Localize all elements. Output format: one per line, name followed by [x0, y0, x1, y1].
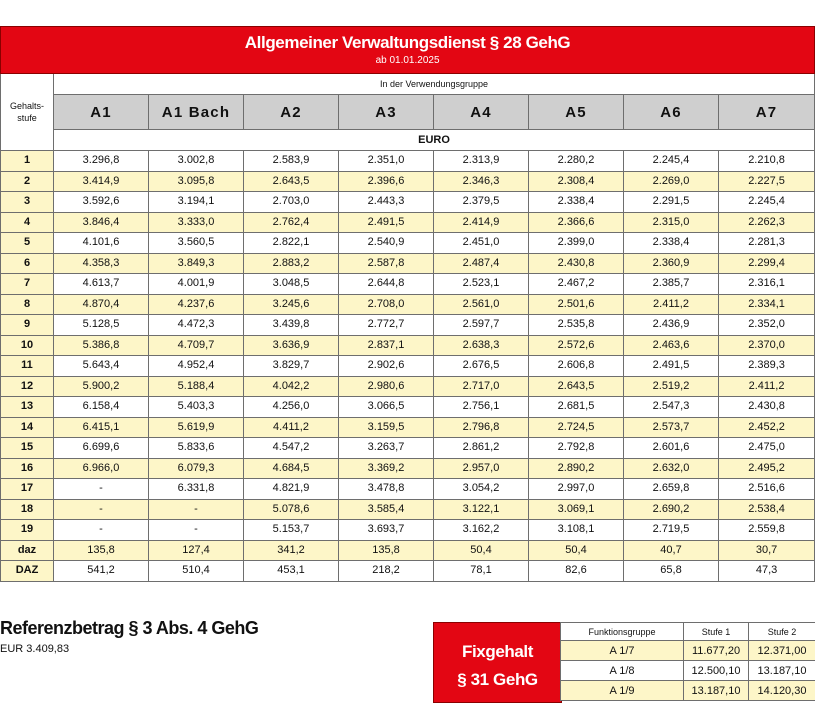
- salary-cell: 2.430,8: [529, 253, 624, 274]
- salary-cell: 2.443,3: [339, 192, 434, 213]
- salary-cell: 2.606,8: [529, 356, 624, 377]
- salary-cell: 2.338,4: [529, 192, 624, 213]
- salary-cell: 2.414,9: [434, 212, 529, 233]
- table-row: [1, 315, 815, 336]
- salary-cell: 2.495,2: [719, 458, 815, 479]
- table-row: [1, 274, 815, 295]
- salary-cell: 65,8: [624, 561, 719, 582]
- salary-cell: 2.269,0: [624, 171, 719, 192]
- column-header-row: [1, 95, 815, 130]
- salary-cell: 2.583,9: [244, 151, 339, 172]
- salary-cell: 2.883,2: [244, 253, 339, 274]
- salary-cell: 2.370,0: [719, 335, 815, 356]
- stufe-cell: 2: [1, 171, 54, 192]
- salary-cell: 3.263,7: [339, 438, 434, 459]
- fixgehalt-label-line2: § 31 GehG: [457, 670, 538, 689]
- table-row: [1, 417, 815, 438]
- fixgehalt-table: [560, 622, 815, 701]
- salary-cell: 4.256,0: [244, 397, 339, 418]
- stufe-cell: 10: [1, 335, 54, 356]
- salary-cell: 3.592,6: [54, 192, 149, 213]
- table-row: [1, 212, 815, 233]
- column-header: A3: [339, 95, 434, 130]
- salary-cell: 2.463,6: [624, 335, 719, 356]
- fixgehalt-cell: A 1/9: [561, 681, 684, 701]
- salary-cell: 2.436,9: [624, 315, 719, 336]
- table-row: [1, 335, 815, 356]
- salary-cell: 6.415,1: [54, 417, 149, 438]
- stufe-header-line2: stufe: [17, 113, 37, 123]
- salary-cell: 2.538,4: [719, 499, 815, 520]
- stufe-header-line1: Gehalts-: [9, 100, 44, 111]
- salary-cell: 2.516,6: [719, 479, 815, 500]
- stufe-cell: 14: [1, 417, 54, 438]
- salary-cell: 4.358,3: [54, 253, 149, 274]
- salary-cell: -: [149, 499, 244, 520]
- salary-cell: 2.708,0: [339, 294, 434, 315]
- salary-cell: 3.095,8: [149, 171, 244, 192]
- salary-cell: 2.352,0: [719, 315, 815, 336]
- fixgehalt-cell: 13.187,10: [684, 681, 749, 701]
- salary-cell: 5.188,4: [149, 376, 244, 397]
- salary-cell: 2.632,0: [624, 458, 719, 479]
- table-row: [1, 520, 815, 541]
- column-header: A1: [54, 95, 149, 130]
- salary-cell: 3.159,5: [339, 417, 434, 438]
- salary-cell: 3.333,0: [149, 212, 244, 233]
- fixgehalt-row: [561, 661, 815, 681]
- fixgehalt-cell: 14.120,30: [749, 681, 815, 701]
- salary-cell: -: [54, 479, 149, 500]
- fixgehalt-cell: 12.500,10: [684, 661, 749, 681]
- table-row: [1, 561, 815, 582]
- salary-cell: 2.676,5: [434, 356, 529, 377]
- fixgehalt-header: Stufe 2: [749, 623, 815, 641]
- stufe-cell: 13: [1, 397, 54, 418]
- salary-cell: 30,7: [719, 540, 815, 561]
- stufe-cell: 7: [1, 274, 54, 295]
- table-subtitle: ab 01.01.2025: [375, 55, 440, 66]
- salary-cell: 2.643,5: [529, 376, 624, 397]
- stufe-cell: DAZ: [1, 561, 54, 582]
- stufe-cell: daz: [1, 540, 54, 561]
- salary-table: [0, 26, 815, 582]
- salary-cell: 3.069,1: [529, 499, 624, 520]
- reference-title: Referenzbetrag § 3 Abs. 4 GehG: [0, 618, 259, 638]
- salary-cell: 2.659,8: [624, 479, 719, 500]
- salary-cell: 3.194,1: [149, 192, 244, 213]
- salary-cell: 341,2: [244, 540, 339, 561]
- salary-cell: 4.042,2: [244, 376, 339, 397]
- salary-cell: 2.572,6: [529, 335, 624, 356]
- salary-cell: 2.644,8: [339, 274, 434, 295]
- stufe-cell: 17: [1, 479, 54, 500]
- salary-cell: 2.313,9: [434, 151, 529, 172]
- stufe-cell: 15: [1, 438, 54, 459]
- salary-cell: 3.478,8: [339, 479, 434, 500]
- salary-cell: 3.066,5: [339, 397, 434, 418]
- salary-cell: 3.560,5: [149, 233, 244, 254]
- table-row: [1, 540, 815, 561]
- salary-cell: 3.849,3: [149, 253, 244, 274]
- table-row: [1, 438, 815, 459]
- salary-cell: 2.245,4: [719, 192, 815, 213]
- salary-cell: -: [54, 520, 149, 541]
- salary-cell: 4.101,6: [54, 233, 149, 254]
- title-row: [1, 27, 815, 74]
- salary-cell: 2.475,0: [719, 438, 815, 459]
- stufe-cell: 12: [1, 376, 54, 397]
- salary-cell: 6.699,6: [54, 438, 149, 459]
- salary-cell: 3.693,7: [339, 520, 434, 541]
- salary-cell: 2.281,3: [719, 233, 815, 254]
- salary-cell: 3.439,8: [244, 315, 339, 336]
- salary-cell: 2.559,8: [719, 520, 815, 541]
- salary-cell: 2.561,0: [434, 294, 529, 315]
- salary-cell: 3.369,2: [339, 458, 434, 479]
- salary-cell: 2.366,6: [529, 212, 624, 233]
- salary-cell: 2.535,8: [529, 315, 624, 336]
- fixgehalt-cell: 12.371,00: [749, 641, 815, 661]
- stufe-header: [1, 74, 54, 151]
- table-row: [1, 233, 815, 254]
- salary-cell: 541,2: [54, 561, 149, 582]
- salary-cell: 6.158,4: [54, 397, 149, 418]
- salary-cell: 2.262,3: [719, 212, 815, 233]
- salary-cell: 5.900,2: [54, 376, 149, 397]
- fixgehalt-label-line1: Fixgehalt: [461, 642, 534, 661]
- salary-cell: 2.997,0: [529, 479, 624, 500]
- salary-cell: 2.346,3: [434, 171, 529, 192]
- salary-cell: 2.501,6: [529, 294, 624, 315]
- salary-cell: 2.703,0: [244, 192, 339, 213]
- fixgehalt-label-box: [433, 622, 562, 703]
- salary-cell: 135,8: [339, 540, 434, 561]
- salary-cell: 6.966,0: [54, 458, 149, 479]
- salary-cell: 3.122,1: [434, 499, 529, 520]
- stufe-cell: 1: [1, 151, 54, 172]
- fixgehalt-header-row: [561, 623, 815, 641]
- salary-cell: 2.411,2: [719, 376, 815, 397]
- fixgehalt-row: [561, 641, 815, 661]
- salary-cell: 2.467,2: [529, 274, 624, 295]
- salary-cell: 3.414,9: [54, 171, 149, 192]
- salary-cell: 2.519,2: [624, 376, 719, 397]
- salary-cell: 82,6: [529, 561, 624, 582]
- table-row: [1, 171, 815, 192]
- salary-cell: 2.451,0: [434, 233, 529, 254]
- fixgehalt-cell: A 1/8: [561, 661, 684, 681]
- salary-cell: 2.980,6: [339, 376, 434, 397]
- salary-cell: 2.638,3: [434, 335, 529, 356]
- salary-cell: 2.389,3: [719, 356, 815, 377]
- table-row: [1, 253, 815, 274]
- salary-cell: 2.792,8: [529, 438, 624, 459]
- salary-cell: 2.430,8: [719, 397, 815, 418]
- salary-cell: 50,4: [529, 540, 624, 561]
- salary-cell: 135,8: [54, 540, 149, 561]
- salary-cell: 3.636,9: [244, 335, 339, 356]
- stufe-cell: 8: [1, 294, 54, 315]
- salary-cell: 5.833,6: [149, 438, 244, 459]
- salary-cell: 2.399,0: [529, 233, 624, 254]
- salary-cell: 2.772,7: [339, 315, 434, 336]
- salary-cell: 4.237,6: [149, 294, 244, 315]
- salary-cell: 2.351,0: [339, 151, 434, 172]
- salary-cell: 2.299,4: [719, 253, 815, 274]
- salary-cell: 2.587,8: [339, 253, 434, 274]
- salary-cell: 2.724,5: [529, 417, 624, 438]
- salary-cell: 5.619,9: [149, 417, 244, 438]
- salary-cell: 4.821,9: [244, 479, 339, 500]
- salary-cell: 2.796,8: [434, 417, 529, 438]
- salary-cell: 4.613,7: [54, 274, 149, 295]
- salary-cell: 4.684,5: [244, 458, 339, 479]
- salary-cell: 2.396,6: [339, 171, 434, 192]
- salary-cell: 2.280,2: [529, 151, 624, 172]
- salary-cell: 5.078,6: [244, 499, 339, 520]
- stufe-cell: 3: [1, 192, 54, 213]
- fixgehalt-cell: A 1/7: [561, 641, 684, 661]
- salary-cell: 4.001,9: [149, 274, 244, 295]
- salary-cell: 2.573,7: [624, 417, 719, 438]
- salary-cell: 2.308,4: [529, 171, 624, 192]
- salary-cell: 5.153,7: [244, 520, 339, 541]
- salary-cell: 127,4: [149, 540, 244, 561]
- salary-cell: 2.491,5: [339, 212, 434, 233]
- currency-row: [1, 130, 815, 151]
- salary-cell: 2.756,1: [434, 397, 529, 418]
- salary-cell: 2.315,0: [624, 212, 719, 233]
- salary-cell: 2.316,1: [719, 274, 815, 295]
- salary-cell: 3.846,4: [54, 212, 149, 233]
- salary-cell: 3.002,8: [149, 151, 244, 172]
- salary-cell: 2.360,9: [624, 253, 719, 274]
- column-header: A2: [244, 95, 339, 130]
- salary-cell: 2.601,6: [624, 438, 719, 459]
- salary-cell: 50,4: [434, 540, 529, 561]
- salary-cell: 2.245,4: [624, 151, 719, 172]
- fixgehalt-row: [561, 681, 815, 701]
- salary-cell: 2.643,5: [244, 171, 339, 192]
- salary-cell: 2.338,4: [624, 233, 719, 254]
- fixgehalt-cell: 11.677,20: [684, 641, 749, 661]
- table-row: [1, 376, 815, 397]
- salary-cell: 2.452,2: [719, 417, 815, 438]
- salary-cell: 3.296,8: [54, 151, 149, 172]
- salary-cell: 6.331,8: [149, 479, 244, 500]
- column-header: A6: [624, 95, 719, 130]
- salary-cell: 2.957,0: [434, 458, 529, 479]
- salary-cell: 2.762,4: [244, 212, 339, 233]
- salary-cell: 4.952,4: [149, 356, 244, 377]
- table-row: [1, 192, 815, 213]
- table-row: [1, 294, 815, 315]
- salary-cell: 2.227,5: [719, 171, 815, 192]
- reference-block: [0, 618, 258, 655]
- salary-cell: 2.487,4: [434, 253, 529, 274]
- salary-cell: 2.491,5: [624, 356, 719, 377]
- salary-cell: 2.822,1: [244, 233, 339, 254]
- salary-cell: 3.829,7: [244, 356, 339, 377]
- salary-cell: 3.108,1: [529, 520, 624, 541]
- salary-cell: 2.523,1: [434, 274, 529, 295]
- salary-cell: 4.547,2: [244, 438, 339, 459]
- group-header: In der Verwendungsgruppe: [54, 74, 815, 95]
- stufe-cell: 5: [1, 233, 54, 254]
- stufe-cell: 6: [1, 253, 54, 274]
- salary-cell: 5.403,3: [149, 397, 244, 418]
- salary-cell: 2.902,6: [339, 356, 434, 377]
- salary-cell: 47,3: [719, 561, 815, 582]
- table-row: [1, 397, 815, 418]
- salary-cell: -: [54, 499, 149, 520]
- table-row: [1, 499, 815, 520]
- salary-cell: 218,2: [339, 561, 434, 582]
- salary-cell: 2.719,5: [624, 520, 719, 541]
- salary-cell: 4.709,7: [149, 335, 244, 356]
- salary-cell: 5.128,5: [54, 315, 149, 336]
- salary-cell: 2.681,5: [529, 397, 624, 418]
- salary-cell: 2.837,1: [339, 335, 434, 356]
- table-row: [1, 479, 815, 500]
- salary-cell: 2.385,7: [624, 274, 719, 295]
- salary-cell: 2.861,2: [434, 438, 529, 459]
- salary-cell: 2.411,2: [624, 294, 719, 315]
- column-header: A7: [719, 95, 815, 130]
- table-row: [1, 458, 815, 479]
- stufe-cell: 16: [1, 458, 54, 479]
- salary-cell: 2.291,5: [624, 192, 719, 213]
- salary-cell: 2.210,8: [719, 151, 815, 172]
- salary-cell: 4.870,4: [54, 294, 149, 315]
- title-cell: [1, 27, 815, 74]
- stufe-cell: 4: [1, 212, 54, 233]
- salary-cell: 3.585,4: [339, 499, 434, 520]
- column-header: A4: [434, 95, 529, 130]
- salary-cell: 78,1: [434, 561, 529, 582]
- salary-cell: 5.643,4: [54, 356, 149, 377]
- salary-cell: 3.162,2: [434, 520, 529, 541]
- salary-cell: 3.054,2: [434, 479, 529, 500]
- salary-cell: 40,7: [624, 540, 719, 561]
- stufe-cell: 18: [1, 499, 54, 520]
- salary-cell: 3.048,5: [244, 274, 339, 295]
- table-row: [1, 356, 815, 377]
- salary-cell: 2.597,7: [434, 315, 529, 336]
- salary-cell: 2.334,1: [719, 294, 815, 315]
- salary-cell: 510,4: [149, 561, 244, 582]
- salary-cell: 3.245,6: [244, 294, 339, 315]
- salary-cell: 2.540,9: [339, 233, 434, 254]
- group-header-row: [1, 74, 815, 95]
- fixgehalt-header: Funktionsgruppe: [561, 623, 684, 641]
- salary-cell: 2.890,2: [529, 458, 624, 479]
- salary-cell: 453,1: [244, 561, 339, 582]
- currency-label: EURO: [54, 130, 815, 151]
- salary-cell: -: [149, 520, 244, 541]
- salary-cell: 4.472,3: [149, 315, 244, 336]
- salary-cell: 2.690,2: [624, 499, 719, 520]
- fixgehalt-header: Stufe 1: [684, 623, 749, 641]
- table-title: Allgemeiner Verwaltungsdienst § 28 GehG: [244, 33, 571, 52]
- salary-cell: 2.717,0: [434, 376, 529, 397]
- stufe-cell: 9: [1, 315, 54, 336]
- stufe-cell: 19: [1, 520, 54, 541]
- reference-value: EUR 3.409,83: [0, 643, 70, 655]
- column-header: A1 Bach: [149, 95, 244, 130]
- stufe-cell: 11: [1, 356, 54, 377]
- salary-cell: 5.386,8: [54, 335, 149, 356]
- column-header: A5: [529, 95, 624, 130]
- salary-cell: 4.411,2: [244, 417, 339, 438]
- table-row: [1, 151, 815, 172]
- salary-cell: 6.079,3: [149, 458, 244, 479]
- fixgehalt-cell: 13.187,10: [749, 661, 815, 681]
- salary-cell: 2.379,5: [434, 192, 529, 213]
- salary-cell: 2.547,3: [624, 397, 719, 418]
